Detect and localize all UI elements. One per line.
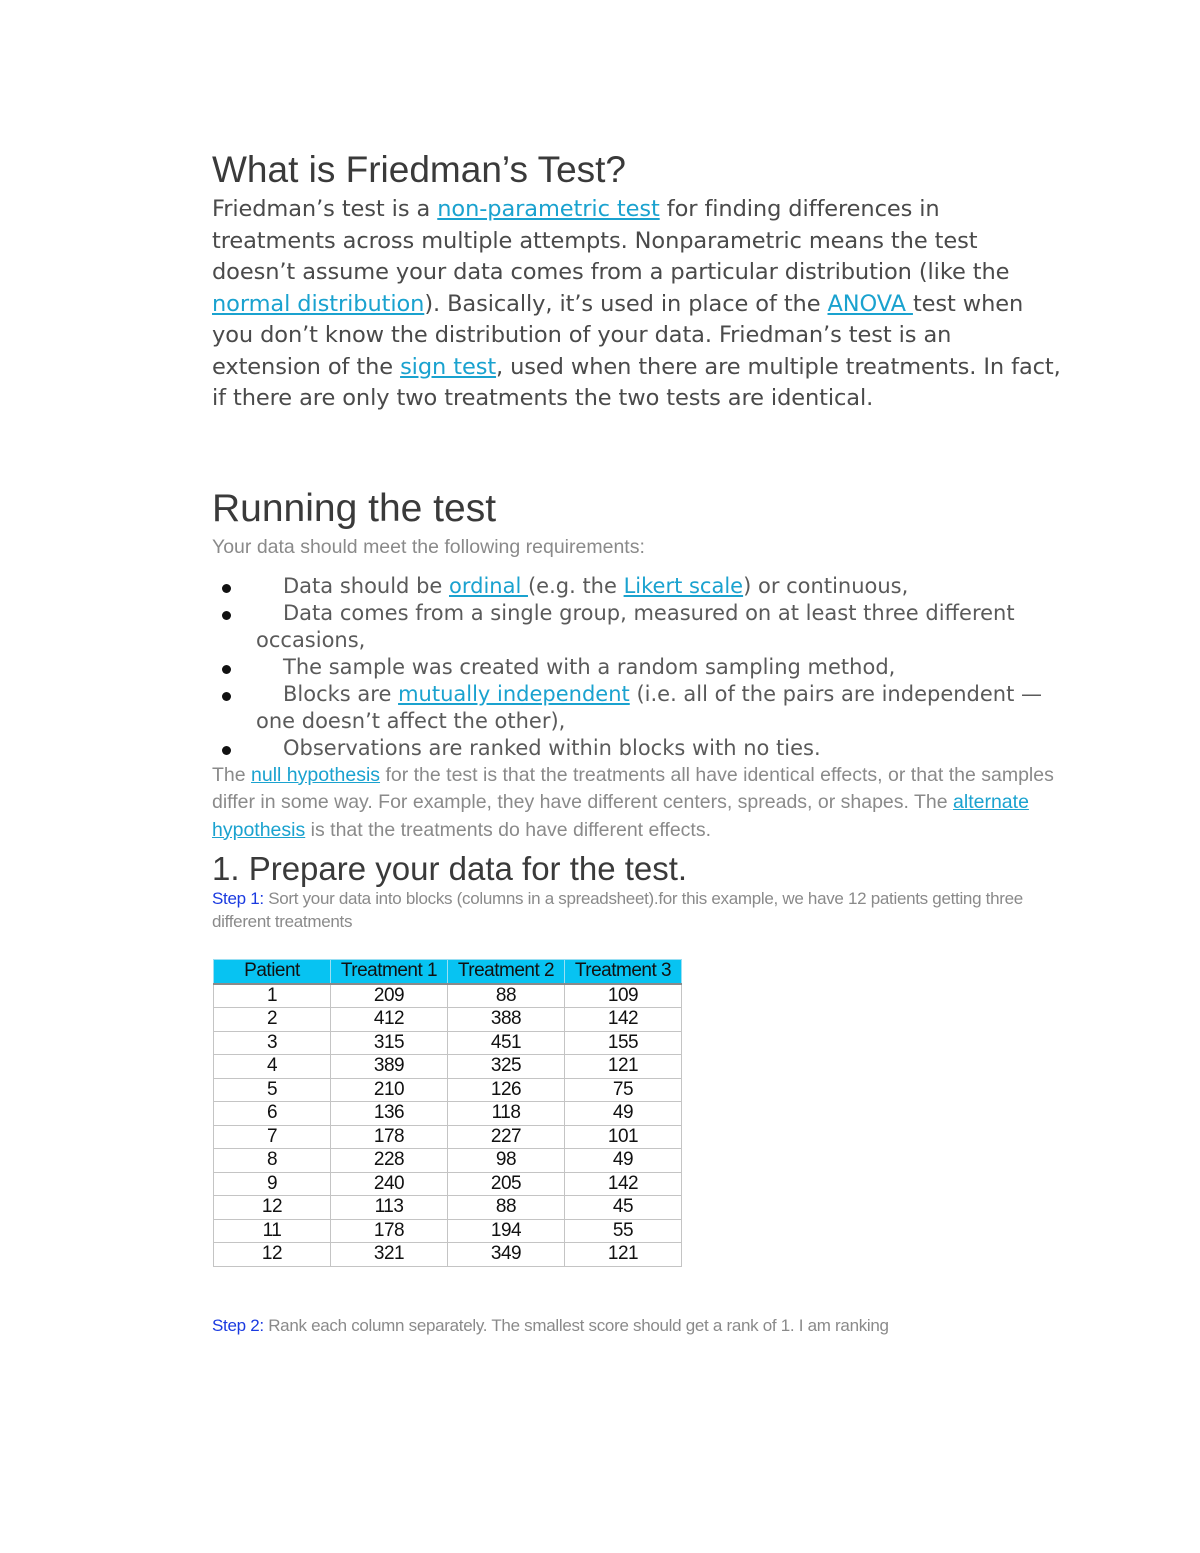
intro-text-5: , used when there are multiple treatments. In fact, if there are only two treatments the two tests are identical. xyxy=(212,353,1061,411)
table-cell: 451 xyxy=(448,1031,565,1055)
table-cell: 126 xyxy=(448,1078,565,1102)
ordinal-link[interactable]: ordinal xyxy=(449,573,528,598)
table-row xyxy=(214,1008,682,1032)
table-row xyxy=(214,1196,682,1220)
list-item xyxy=(212,654,1062,681)
step-1-paragraph xyxy=(212,888,1062,933)
table-row xyxy=(214,1149,682,1173)
table-cell: 4 xyxy=(214,1055,331,1079)
step-1-label: Step 1: xyxy=(212,889,264,908)
requirement-text: ) or continuous, xyxy=(743,573,909,598)
normal-distribution-link[interactable]: normal distribution xyxy=(212,290,425,317)
bullet-icon xyxy=(222,584,231,593)
table-row xyxy=(214,984,682,1008)
table-cell: 121 xyxy=(565,1055,682,1079)
table-cell: 5 xyxy=(214,1078,331,1102)
mutually-independent-link[interactable]: mutually independent xyxy=(398,681,630,706)
column-header: Treatment 1 xyxy=(331,960,448,984)
table-cell: 209 xyxy=(331,984,448,1008)
table-cell: 101 xyxy=(565,1125,682,1149)
table-cell: 45 xyxy=(565,1196,682,1220)
hypothesis-text-3: is that the treatments do have different effects. xyxy=(305,818,712,841)
table-body xyxy=(214,984,682,1267)
non-parametric-test-link[interactable]: non-parametric test xyxy=(437,196,660,222)
anova-link[interactable]: ANOVA xyxy=(827,290,913,317)
table-cell: 388 xyxy=(448,1008,565,1032)
document-page xyxy=(212,148,1062,1337)
requirement-text: The sample was created with a random sampling method, xyxy=(283,654,896,679)
table-cell: 178 xyxy=(331,1219,448,1243)
table-cell: 11 xyxy=(214,1219,331,1243)
table-cell: 136 xyxy=(331,1102,448,1126)
requirement-text: Data comes from a single group, measured on at least three different occasions, xyxy=(256,600,1015,652)
table-cell: 8 xyxy=(214,1149,331,1173)
bullet-icon xyxy=(222,692,231,701)
requirement-text: Data should be xyxy=(283,573,449,598)
column-header: Patient xyxy=(214,960,331,984)
table-cell: 88 xyxy=(448,984,565,1008)
table-cell: 321 xyxy=(331,1243,448,1267)
step-2-paragraph xyxy=(212,1315,1062,1337)
table-cell: 55 xyxy=(565,1219,682,1243)
requirements-lead: Your data should meet the following requirements: xyxy=(212,535,645,558)
step-1-text: Sort your data into blocks (columns in a spreadsheet).for this example, we have 12 patients getting three different treatments xyxy=(212,889,1023,931)
table-cell: 142 xyxy=(565,1172,682,1196)
sign-test-link[interactable]: sign test xyxy=(400,353,497,380)
table-row xyxy=(214,1078,682,1102)
table-cell: 1 xyxy=(214,984,331,1008)
intro-text-1: Friedman’s test is a xyxy=(212,196,438,222)
table-cell: 75 xyxy=(565,1078,682,1102)
step-heading: 1. Prepare your data for the test. xyxy=(212,850,688,887)
table-cell: 49 xyxy=(565,1102,682,1126)
requirements-list xyxy=(212,573,1062,762)
intro-text-4: test when you don’t know the distribution of your data. Friedman’s test is an extension of the xyxy=(212,290,1024,380)
bullet-icon xyxy=(222,611,231,620)
table-cell: 178 xyxy=(331,1125,448,1149)
table-cell: 98 xyxy=(448,1149,565,1173)
table-cell: 412 xyxy=(331,1008,448,1032)
table-cell: 227 xyxy=(448,1125,565,1149)
table-cell: 109 xyxy=(565,984,682,1008)
table-cell: 315 xyxy=(331,1031,448,1055)
table-cell: 325 xyxy=(448,1055,565,1079)
table-cell: 121 xyxy=(565,1243,682,1267)
table-cell: 3 xyxy=(214,1031,331,1055)
column-header: Treatment 2 xyxy=(448,960,565,984)
bullet-icon xyxy=(222,746,231,755)
table-row xyxy=(214,1243,682,1267)
intro-paragraph xyxy=(212,194,1062,415)
null-hypothesis-link[interactable]: null hypothesis xyxy=(251,763,381,786)
alternate-hypothesis-link[interactable]: alternate hypothesis xyxy=(212,791,1029,841)
requirement-text: Blocks are xyxy=(283,681,399,706)
table-cell: 2 xyxy=(214,1008,331,1032)
table-cell: 205 xyxy=(448,1172,565,1196)
patient-data-table xyxy=(213,959,682,1267)
table-cell: 349 xyxy=(448,1243,565,1267)
likert-scale-link[interactable]: Likert scale xyxy=(623,573,744,598)
table-row xyxy=(214,1031,682,1055)
table-cell: 194 xyxy=(448,1219,565,1243)
table-cell: 389 xyxy=(331,1055,448,1079)
table-cell: 228 xyxy=(331,1149,448,1173)
list-item xyxy=(212,573,1062,600)
requirement-text: (e.g. the xyxy=(527,573,624,598)
table-cell: 155 xyxy=(565,1031,682,1055)
intro-text-3: ). Basically, it’s used in place of the xyxy=(424,290,828,317)
table-row xyxy=(214,1219,682,1243)
list-item xyxy=(212,735,1062,762)
hypothesis-text-1: The xyxy=(212,763,252,786)
table-row xyxy=(214,1055,682,1079)
table-row xyxy=(214,1125,682,1149)
requirement-text: (i.e. all of the pairs are independent — one doesn’t affect the other), xyxy=(256,681,1043,733)
bullet-icon xyxy=(222,665,231,674)
list-item xyxy=(212,600,1062,654)
table-row xyxy=(214,1172,682,1196)
table-cell: 49 xyxy=(565,1149,682,1173)
page-title: What is Friedman’s Test? xyxy=(212,149,627,190)
table-cell: 210 xyxy=(331,1078,448,1102)
column-header: Treatment 3 xyxy=(565,960,682,984)
section-title: Running the test xyxy=(212,486,497,530)
table-cell: 12 xyxy=(214,1243,331,1267)
intro-text-2: for finding differences in treatments across multiple attempts. Nonparametric means the test doesn’t assume your data comes from a particular distribution (like the xyxy=(212,196,1010,285)
table-cell: 118 xyxy=(448,1102,565,1126)
table-cell: 7 xyxy=(214,1125,331,1149)
requirement-text: Observations are ranked within blocks with no ties. xyxy=(283,735,821,760)
table-cell: 9 xyxy=(214,1172,331,1196)
table-cell: 113 xyxy=(331,1196,448,1220)
table-cell: 88 xyxy=(448,1196,565,1220)
table-row xyxy=(214,1102,682,1126)
table-cell: 142 xyxy=(565,1008,682,1032)
table-cell: 6 xyxy=(214,1102,331,1126)
hypothesis-text-2: for the test is that the treatments all have identical effects, or that the samples differ in some way. For example, they have different centers, spreads, or shapes. The xyxy=(212,763,1054,813)
step-2-text: Rank each column separately. The smallest score should get a rank of 1. I am ranking xyxy=(263,1315,889,1335)
hypothesis-paragraph xyxy=(212,762,1062,845)
table-cell: 12 xyxy=(214,1196,331,1220)
table-cell: 240 xyxy=(331,1172,448,1196)
table-header-row xyxy=(214,960,682,984)
step-2-label: Step 2: xyxy=(212,1315,264,1335)
list-item xyxy=(212,681,1062,735)
